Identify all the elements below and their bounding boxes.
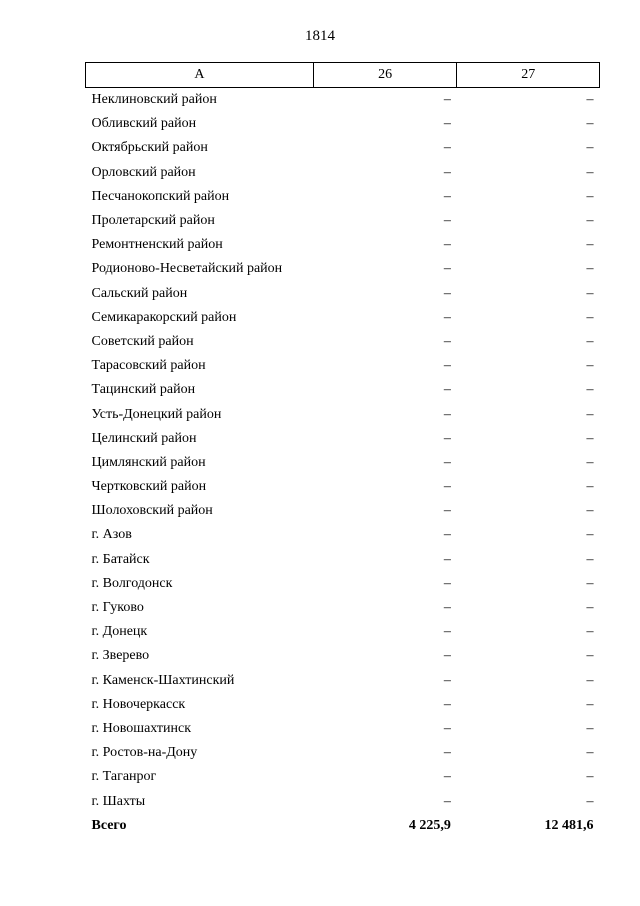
- row-name: Обливский район: [91, 116, 197, 132]
- header-column-26: 26: [313, 63, 457, 88]
- row-value-27: –: [586, 140, 594, 156]
- row-name: г. Новошахтинск: [91, 720, 192, 736]
- table-row: [86, 523, 600, 547]
- row-name: Орловский район: [91, 164, 196, 180]
- row-value-27: –: [586, 430, 594, 446]
- row-name: г. Каменск-Шахтинский: [91, 672, 235, 688]
- table-row: [86, 427, 600, 451]
- row-value-26: –: [443, 261, 451, 277]
- row-name: г. Волгодонск: [91, 575, 173, 591]
- total-column-27: 12 481,6: [544, 817, 594, 833]
- row-value-27: –: [586, 309, 594, 325]
- table-row: [86, 233, 600, 257]
- row-value-26: –: [443, 720, 451, 736]
- row-name: Песчанокопский район: [91, 188, 230, 204]
- table-row: [86, 161, 600, 185]
- table-row: [86, 789, 600, 813]
- row-name: Октябрьский район: [91, 140, 208, 156]
- row-name: Неклиновский район: [91, 92, 217, 108]
- table-row: [86, 112, 600, 136]
- table-row: [86, 378, 600, 402]
- row-value-26: –: [443, 479, 451, 495]
- table-row: [86, 572, 600, 596]
- header-column-27: 27: [457, 63, 600, 88]
- total-row: [86, 814, 600, 838]
- row-value-27: –: [586, 672, 594, 688]
- table-row: [86, 306, 600, 330]
- row-value-27: –: [586, 406, 594, 422]
- table-row: [86, 717, 600, 741]
- table-row: [86, 669, 600, 693]
- row-name: Целинский район: [91, 430, 197, 446]
- row-value-27: –: [586, 696, 594, 712]
- row-value-27: –: [586, 624, 594, 640]
- row-value-26: –: [443, 237, 451, 253]
- row-value-27: –: [586, 213, 594, 229]
- table-row: [86, 499, 600, 523]
- row-value-27: –: [586, 164, 594, 180]
- row-value-26: –: [443, 454, 451, 470]
- row-name: г. Шахты: [91, 793, 146, 809]
- table-row: [86, 185, 600, 209]
- row-value-26: –: [443, 164, 451, 180]
- table-row: [86, 88, 600, 113]
- row-value-26: –: [443, 92, 451, 108]
- row-value-27: –: [586, 285, 594, 301]
- row-value-27: –: [586, 793, 594, 809]
- row-value-27: –: [586, 333, 594, 349]
- row-value-27: –: [586, 720, 594, 736]
- table-body: [86, 88, 600, 838]
- row-value-26: –: [443, 600, 451, 616]
- row-name: г. Зверево: [91, 648, 150, 664]
- row-value-27: –: [586, 648, 594, 664]
- row-value-26: –: [443, 140, 451, 156]
- table-row: [86, 741, 600, 765]
- row-value-26: –: [443, 745, 451, 761]
- row-value-26: –: [443, 188, 451, 204]
- row-value-26: –: [443, 358, 451, 374]
- row-name: г. Донецк: [91, 624, 148, 640]
- table-row: [86, 209, 600, 233]
- row-name: Сальский район: [91, 285, 188, 301]
- row-name: г. Таганрог: [91, 769, 157, 785]
- table-row: [86, 257, 600, 281]
- row-value-27: –: [586, 188, 594, 204]
- row-value-26: –: [443, 285, 451, 301]
- row-value-27: –: [586, 575, 594, 591]
- row-value-26: –: [443, 575, 451, 591]
- row-value-27: –: [586, 527, 594, 543]
- row-value-26: –: [443, 527, 451, 543]
- row-value-27: –: [586, 769, 594, 785]
- row-name: г. Азов: [91, 527, 132, 543]
- page-number: 1814: [305, 28, 335, 44]
- table-row: [86, 596, 600, 620]
- row-name: Тарасовский район: [91, 358, 206, 374]
- row-value-26: –: [443, 382, 451, 398]
- table-row: [86, 620, 600, 644]
- row-value-26: –: [443, 309, 451, 325]
- table-row: [86, 330, 600, 354]
- table-row: [86, 644, 600, 668]
- row-value-27: –: [586, 237, 594, 253]
- row-value-26: –: [443, 213, 451, 229]
- row-name: Ремонтненский район: [91, 237, 223, 253]
- row-name: Родионово-Несветайский район: [91, 261, 283, 277]
- row-value-27: –: [586, 600, 594, 616]
- total-column-26: 4 225,9: [408, 817, 451, 833]
- row-name: г. Ростов-на-Дону: [91, 745, 198, 761]
- table-row: [86, 136, 600, 160]
- table-row: [86, 693, 600, 717]
- row-name: Цимлянский район: [91, 454, 206, 470]
- table-row: [86, 402, 600, 426]
- header-column-a: А: [86, 63, 314, 88]
- table-row: [86, 451, 600, 475]
- header-row: [86, 63, 600, 88]
- row-value-26: –: [443, 116, 451, 132]
- budget-table: [85, 62, 600, 838]
- row-value-26: –: [443, 551, 451, 567]
- row-value-27: –: [586, 551, 594, 567]
- row-value-27: –: [586, 382, 594, 398]
- row-value-26: –: [443, 696, 451, 712]
- table-row: [86, 354, 600, 378]
- table-header: [86, 63, 600, 88]
- row-value-26: –: [443, 769, 451, 785]
- row-value-26: –: [443, 624, 451, 640]
- row-value-26: –: [443, 503, 451, 519]
- row-name: г. Гуково: [91, 600, 144, 616]
- row-value-26: –: [443, 672, 451, 688]
- row-value-27: –: [586, 92, 594, 108]
- total-label: Всего: [91, 817, 127, 833]
- row-value-26: –: [443, 333, 451, 349]
- row-name: Советский район: [91, 333, 194, 349]
- row-value-27: –: [586, 454, 594, 470]
- row-value-27: –: [586, 479, 594, 495]
- row-name: Шолоховский район: [91, 503, 213, 519]
- table-row: [86, 282, 600, 306]
- row-name: Семикаракорский район: [91, 309, 237, 325]
- row-name: г. Батайск: [91, 551, 150, 567]
- row-name: Чертковский район: [91, 479, 207, 495]
- row-value-26: –: [443, 648, 451, 664]
- table-row: [86, 548, 600, 572]
- table-row: [86, 765, 600, 789]
- row-value-26: –: [443, 406, 451, 422]
- row-name: Тацинский район: [91, 382, 196, 398]
- row-value-27: –: [586, 358, 594, 374]
- row-value-26: –: [443, 793, 451, 809]
- row-value-27: –: [586, 261, 594, 277]
- row-name: Пролетарский район: [91, 213, 215, 229]
- row-name: Усть-Донецкий район: [91, 406, 222, 422]
- row-value-26: –: [443, 430, 451, 446]
- row-value-27: –: [586, 503, 594, 519]
- row-value-27: –: [586, 745, 594, 761]
- row-name: г. Новочеркасск: [91, 696, 186, 712]
- table-row: [86, 475, 600, 499]
- row-value-27: –: [586, 116, 594, 132]
